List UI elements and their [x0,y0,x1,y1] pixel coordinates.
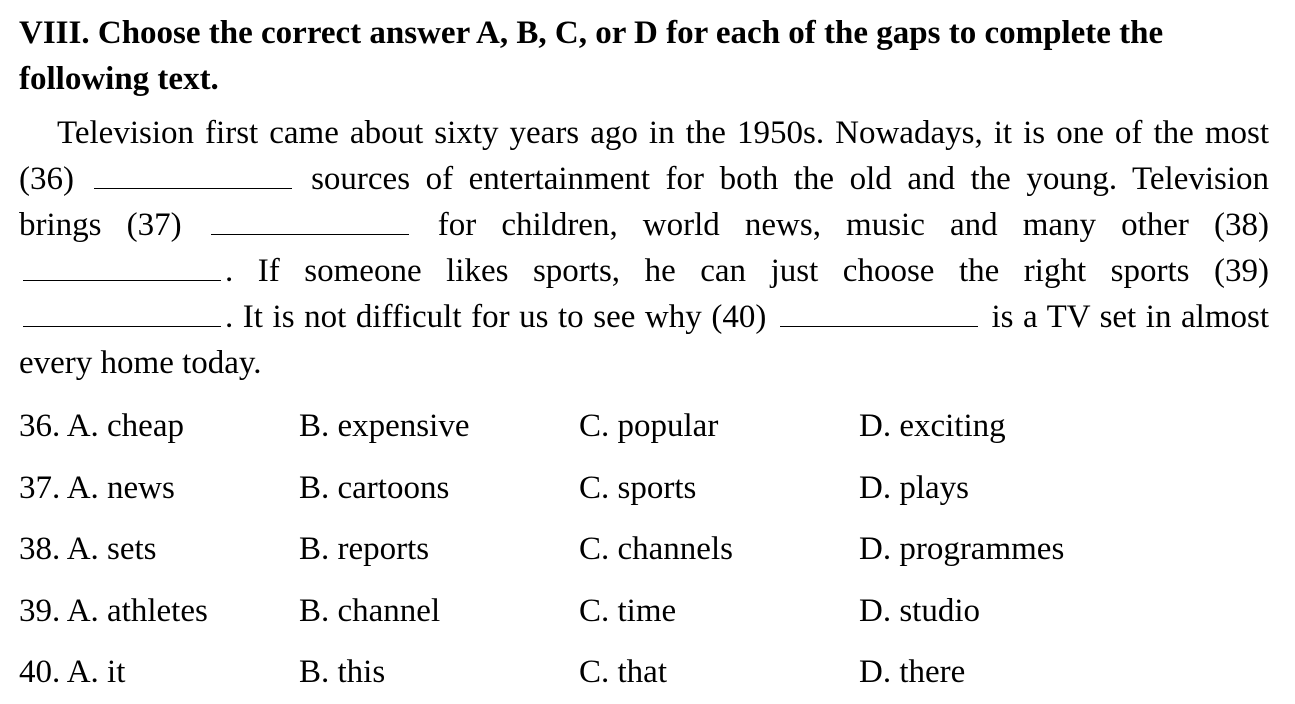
question-number: 39. [19,592,61,629]
option-b: B. reports [299,531,430,567]
option-a [19,642,299,704]
question-number: 37. [19,469,61,506]
option-c: C. time [579,592,677,629]
gap-37 [211,208,409,235]
answer-options [19,396,1269,704]
option-a-text: A. news [66,469,175,506]
passage-text-5: . It is not difficult for us to see why (40) [225,299,767,335]
passage-text-3: for children, world news, music and many other (38) [437,207,1269,243]
option-d: D. programmes [859,531,1065,567]
option-c: C. channels [579,531,733,567]
option-b: B. this [299,654,386,690]
option-d: D. studio [859,592,981,629]
question-row-39 [19,581,1269,643]
option-d: D. exciting [859,408,1006,444]
option-a [19,396,299,458]
option-a-text: A. sets [66,531,157,567]
passage-text-6: is a TV set in almost every home today. [19,299,1270,381]
gap-36 [94,162,292,189]
option-b: B. cartoons [299,469,450,506]
passage-text-1: Television first came about sixty years ago in the 1950s. Nowadays, it is one of the most (36) [19,115,1269,197]
question-row-36 [19,396,1269,458]
option-a [19,581,299,643]
option-d: D. there [859,654,966,690]
question-row-40 [19,642,1269,704]
passage-text-2: sources of entertainment for both the old and the young. Television brings (37) [19,161,1270,243]
section-heading: VIII. Choose the correct answer A, B, C, or D for each of the gaps to complete the following text. [19,15,1164,97]
gap-40 [780,300,978,327]
option-d: D. plays [859,469,969,506]
question-number: 38. [19,531,61,567]
passage-text-4: . If someone likes sports, he can just choose the right sports (39) [225,253,1269,289]
question-row-37 [19,458,1269,520]
option-b: B. channel [299,592,441,629]
option-a-text: A. athletes [66,592,208,629]
option-b: B. expensive [299,408,470,444]
question-number: 40. [19,654,61,690]
option-c: C. sports [579,469,697,506]
option-c: C. popular [579,408,719,444]
gap-39 [23,300,221,327]
option-a-text: A. it [66,654,126,690]
reading-passage [19,110,1269,386]
question-row-38 [19,519,1269,581]
option-c: C. that [579,654,667,690]
option-a [19,519,299,581]
question-number: 36. [19,408,61,444]
option-a-text: A. cheap [66,408,184,444]
gap-38 [23,254,221,281]
option-a [19,458,299,520]
